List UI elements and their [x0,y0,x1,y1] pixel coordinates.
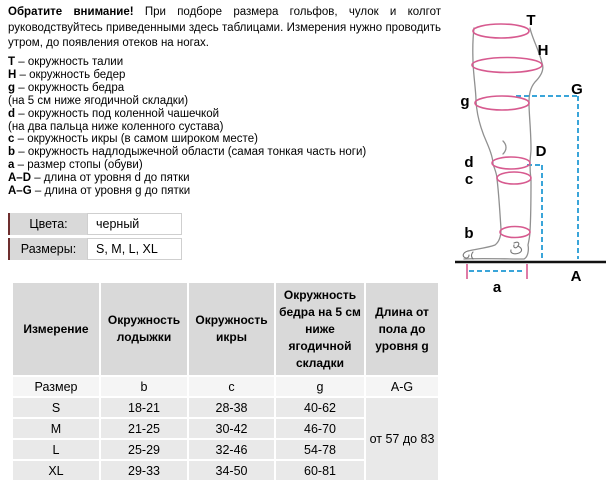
intro-attention-label: Обратите внимание! [8,6,134,18]
ankle-ellipse [500,227,530,238]
sizes-label: Размеры: [10,238,87,260]
legend-line-d-note [8,121,448,134]
legend-key: T [8,56,16,68]
waist-ellipse [473,24,529,38]
hip-label: H [537,42,549,59]
colors-value: черный [87,213,182,235]
product-attributes [8,213,182,263]
waist-label: T [526,12,536,29]
legend-text: (на 5 см ниже ягодичной складки) [8,94,189,107]
legend-key: g [8,81,16,94]
measurement-legend [8,56,448,198]
legend-key: H [8,68,17,81]
legend-line-d [8,108,448,121]
colors-row [8,213,182,235]
heel-point-label: A [570,268,582,285]
sizes-value: S, M, L, XL [87,238,182,260]
param-ag: A-G [365,376,439,397]
legend-text: – окружность бедра [18,81,125,94]
ankle-label: b [464,225,474,242]
legend-line-a [8,159,448,172]
cell-b: 21-25 [100,418,188,439]
cell-c: 34-50 [188,460,275,481]
cell-b: 18-21 [100,397,188,418]
cell-g: 46-70 [275,418,365,439]
param-g: g [275,376,365,397]
legend-text: – окружность надлодыжечной области (самая тонкая часть ноги) [18,146,367,159]
legend-text: – длина от уровня d до пятки [34,172,190,185]
G-level-label: G [571,81,583,98]
param-size: Размер [12,376,100,397]
param-b: b [100,376,188,397]
cell-ag-merged: от 57 до 83 [365,397,439,481]
legend-key: a [8,159,15,172]
size-table-header-row [12,282,439,376]
below-knee-label: d [464,154,474,171]
legend-text: – окружность талии [18,56,124,68]
legend-line-AG [8,185,448,198]
legend-line-T [8,56,448,69]
legend-text: (на два пальца ниже коленного сустава) [8,120,224,133]
cell-b: 29-33 [100,460,188,481]
cell-c: 30-42 [188,418,275,439]
cell-size: M [12,418,100,439]
legend-text: – длина от уровня g до пятки [34,185,191,198]
legend-line-H [8,69,448,82]
legend-line-b [8,146,448,159]
cell-c: 28-38 [188,397,275,418]
header-thigh: Окружность бедра на 5 см ниже ягодичной складки [275,282,365,376]
kneecap-line [503,141,506,154]
intro-text: При подборе размера гольфов, чулок и колгот руководствуйтесь приведенными здесь таблицами. Измерения нужно проводить утром, до появления отеков на ногах. [8,6,441,49]
D-level-label: D [535,143,547,160]
thigh-label: g [460,93,470,110]
legend-text: – окружность под коленной чашечкой [18,107,220,120]
calf-ellipse [497,172,531,184]
cell-c: 32-46 [188,439,275,460]
sizes-row [8,238,182,260]
legend-line-g-note [8,95,448,108]
legend-key: c [8,133,15,146]
cell-size: XL [12,460,100,481]
legend-line-g [8,82,448,95]
cell-b: 25-29 [100,439,188,460]
leg-outline [464,28,543,259]
legend-key: d [8,107,16,120]
legend-key: A–D [8,172,32,185]
leg-measurement-diagram [440,0,606,300]
param-row [12,376,439,397]
legend-text: – окружность бедер [19,68,126,81]
colors-label: Цвета: [10,213,87,235]
below-knee-ellipse [492,157,530,169]
cell-size: L [12,439,100,460]
thigh-ellipse [475,96,529,110]
legend-key: A–G [8,185,32,198]
legend-text: – размер стопы (обуви) [17,159,143,172]
legend-line-AD [8,172,448,185]
legend-key: b [8,146,16,159]
intro-paragraph [8,5,441,52]
legend-line-c [8,133,448,146]
header-calf: Окружность икры [188,282,275,376]
foot-size-label: a [492,279,502,296]
header-measurement: Измерение [12,282,100,376]
cell-size: S [12,397,100,418]
header-length: Длина от пола до уровня g [365,282,439,376]
hip-ellipse [472,58,542,73]
header-ankle: Окружность лодыжки [100,282,188,376]
cell-g: 60-81 [275,460,365,481]
calf-label: c [464,171,474,188]
param-c: c [188,376,275,397]
cell-g: 54-78 [275,439,365,460]
size-table [11,281,440,482]
cell-g: 40-62 [275,397,365,418]
legend-text: – окружность икры (в самом широком месте) [17,133,258,146]
table-row-s [12,397,439,418]
